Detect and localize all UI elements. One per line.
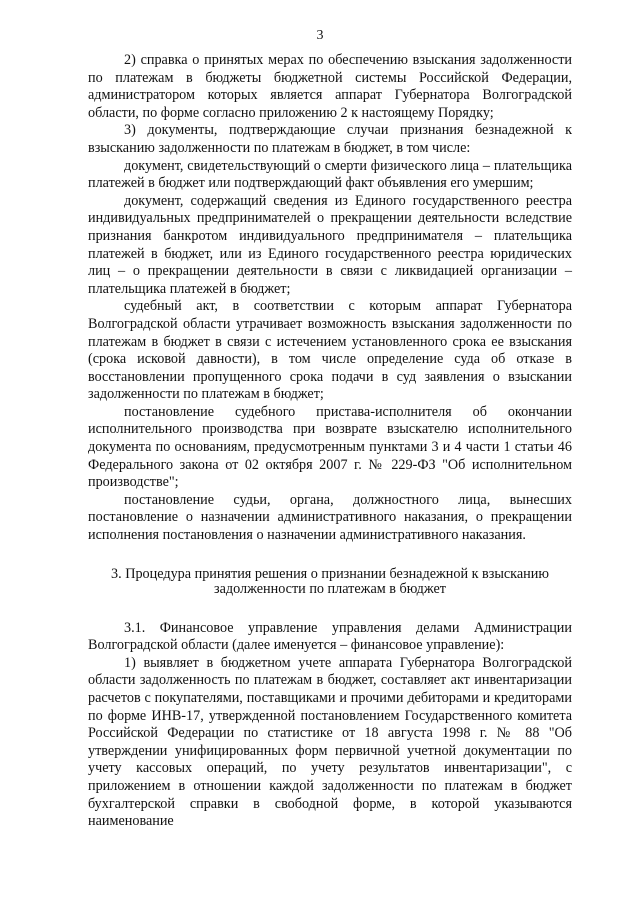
section-heading-line: 3. Процедура принятия решения о признании безнадежной к взысканию: [111, 565, 549, 582]
paragraph: 2) справка о принятых мерах по обеспечению взыскания задолженности по платежам в бюджеты бюджетной системы Российской Федерации, администратором которых является аппарат Губернатора Волгоградской области, по форме согласно приложению 2 к настоящему Порядку;: [88, 52, 572, 121]
paragraph: документ, содержащий сведения из Единого государственного реестра индивидуальных предпринимателей о прекращении деятельности вследствие признания банкротом индивидуального предпринимателя – плательщика платежей в бюджет, или из Единого государственного реестра юридических лиц – о прекращении деятельности в связи с ликвидацией организации – плательщика платежей в бюджет;: [88, 192, 572, 297]
paragraph: 1) выявляет в бюджетном учете аппарата Губернатора Волгоградской области задолженность по платежам в бюджет, составляет акт инвентаризации расчетов с покупателями, поставщиками и прочими дебиторами и кредиторами по форме ИНВ-17, утвержденной постановлением Государственного комитета Российской Федерации по статистике от 18 августа 1998 г. № 88 "Об утверждении унифицированных форм первичной учетной документации по учету кассовых операций, по учету результатов инвентаризации", с приложением в отношении каждой задолженности по платежам в бюджет бухгалтерской справки в свободной форме, в которой указываются наименование: [88, 654, 572, 830]
paragraph: документ, свидетельствующий о смерти физического лица – плательщика платежей в бюджет или подтверждающий факт объявления его умершим;: [88, 157, 572, 192]
page-number: 3: [316, 28, 324, 43]
section-heading: [88, 567, 572, 598]
paragraph: 3) документы, подтверждающие случаи признания безнадежной к взысканию задолженности по платежам в бюджет, в том числе:: [88, 122, 572, 156]
paragraph: постановление судебного пристава-исполнителя об окончании исполнительного производства при возврате взыскателю исполнительного документа по основаниям, предусмотренным пунктами 3 и 4 части 1 статьи 46 Федерального закона от 02 октября 2007 г. № 229-ФЗ "Об исполнительном производстве";: [88, 403, 572, 491]
paragraph: постановление судьи, органа, должностного лица, вынесших постановление о назначении административного наказания, о прекращении исполнения постановления о назначении административного наказания.: [88, 491, 572, 544]
paragraph: судебный акт, в соответствии с которым аппарат Губернатора Волгоградской области утрачивает возможность взыскания задолженности по платежам в бюджет в связи с истечением установленного срока ее взыскания (срока исковой давности), в том числе определение суда об отказе в восстановлении пропущенного срока подачи в суд заявления о взыскании задолженности по платежам в бюджет;: [88, 298, 572, 403]
paragraph: 3.1. Финансовое управление управления делами Администрации Волгоградской области (далее именуется – финансовое управление):: [88, 619, 572, 654]
section-heading-line: задолженности по платежам в бюджет: [214, 581, 446, 598]
document-body: [88, 52, 572, 831]
